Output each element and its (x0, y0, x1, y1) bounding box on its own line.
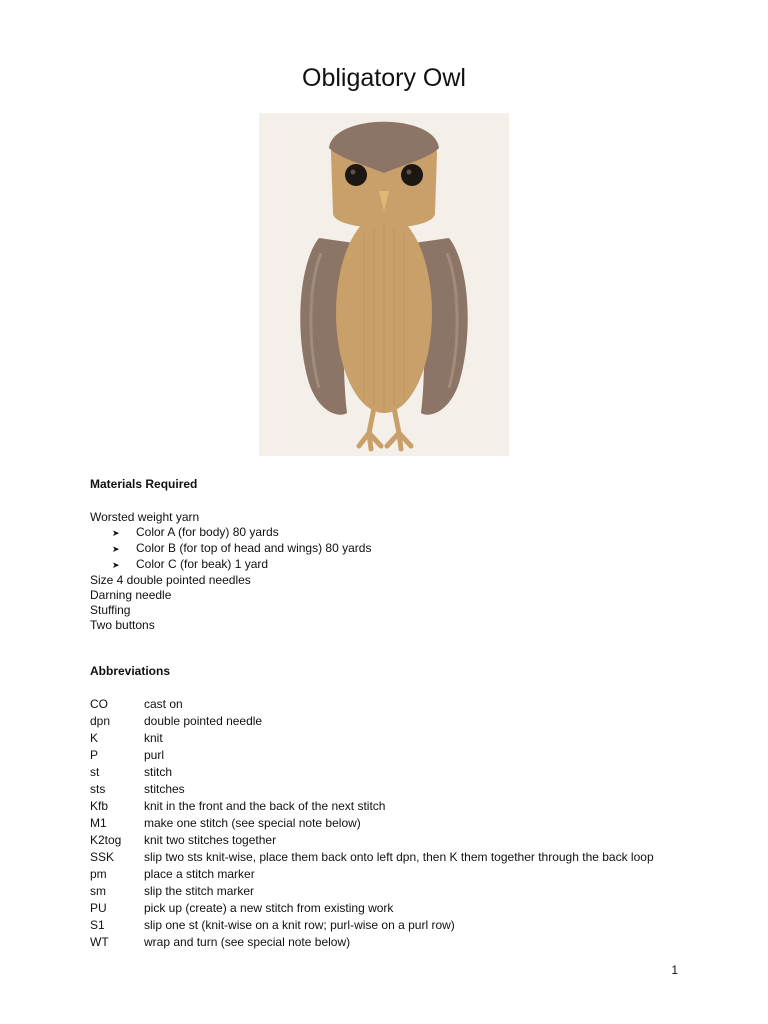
table-row: sm slip the stitch marker (90, 884, 255, 898)
table-row: S1 slip one st (knit-wise on a knit row; purl-wise on a purl row) (90, 918, 455, 932)
list-item: ➤ Color B (for top of head and wings) 80 yards (112, 541, 372, 555)
table-row: WT wrap and turn (see special note below) (90, 935, 351, 949)
table-row: PU pick up (create) a new stitch from existing work (90, 901, 394, 915)
list-item: ➤ Color C (for beak) 1 yard (112, 557, 269, 571)
table-row: SSK slip two sts knit-wise, place them back onto left dpn, then K them together through the back loop (90, 850, 654, 864)
document-title: Obligatory Owl (302, 64, 466, 92)
list-item: Worsted weight yarn (90, 510, 200, 524)
table-row: M1 make one stitch (see special note below) (90, 816, 361, 830)
materials-heading: Materials Required (90, 477, 198, 491)
table-row: Kfb knit in the front and the back of the next stitch (90, 799, 386, 813)
arrow-bullet-icon: ➤ (112, 544, 120, 554)
table-row: dpn double pointed needle (90, 714, 263, 728)
table-row: st stitch (90, 765, 173, 779)
list-item: Size 4 double pointed needles (90, 573, 251, 587)
list-item: Darning needle (90, 588, 172, 602)
table-row: sts stitches (90, 782, 185, 796)
materials-list (90, 510, 371, 633)
list-item: Two buttons (90, 618, 155, 632)
table-row: pm place a stitch marker (90, 867, 255, 881)
list-item: ➤ Color A (for body) 80 yards (112, 525, 279, 539)
owl-photo (259, 113, 509, 456)
table-row: K knit (90, 731, 163, 745)
page-number: 1 (671, 963, 678, 977)
list-item: Stuffing (90, 603, 131, 617)
table-row: K2tog knit two stitches together (90, 833, 277, 847)
abbreviations-heading: Abbreviations (90, 664, 171, 678)
table-row: CO cast on (90, 697, 183, 711)
arrow-bullet-icon: ➤ (112, 560, 120, 570)
arrow-bullet-icon: ➤ (112, 528, 120, 538)
abbreviations-table (90, 697, 654, 952)
table-row: P purl (90, 748, 165, 762)
